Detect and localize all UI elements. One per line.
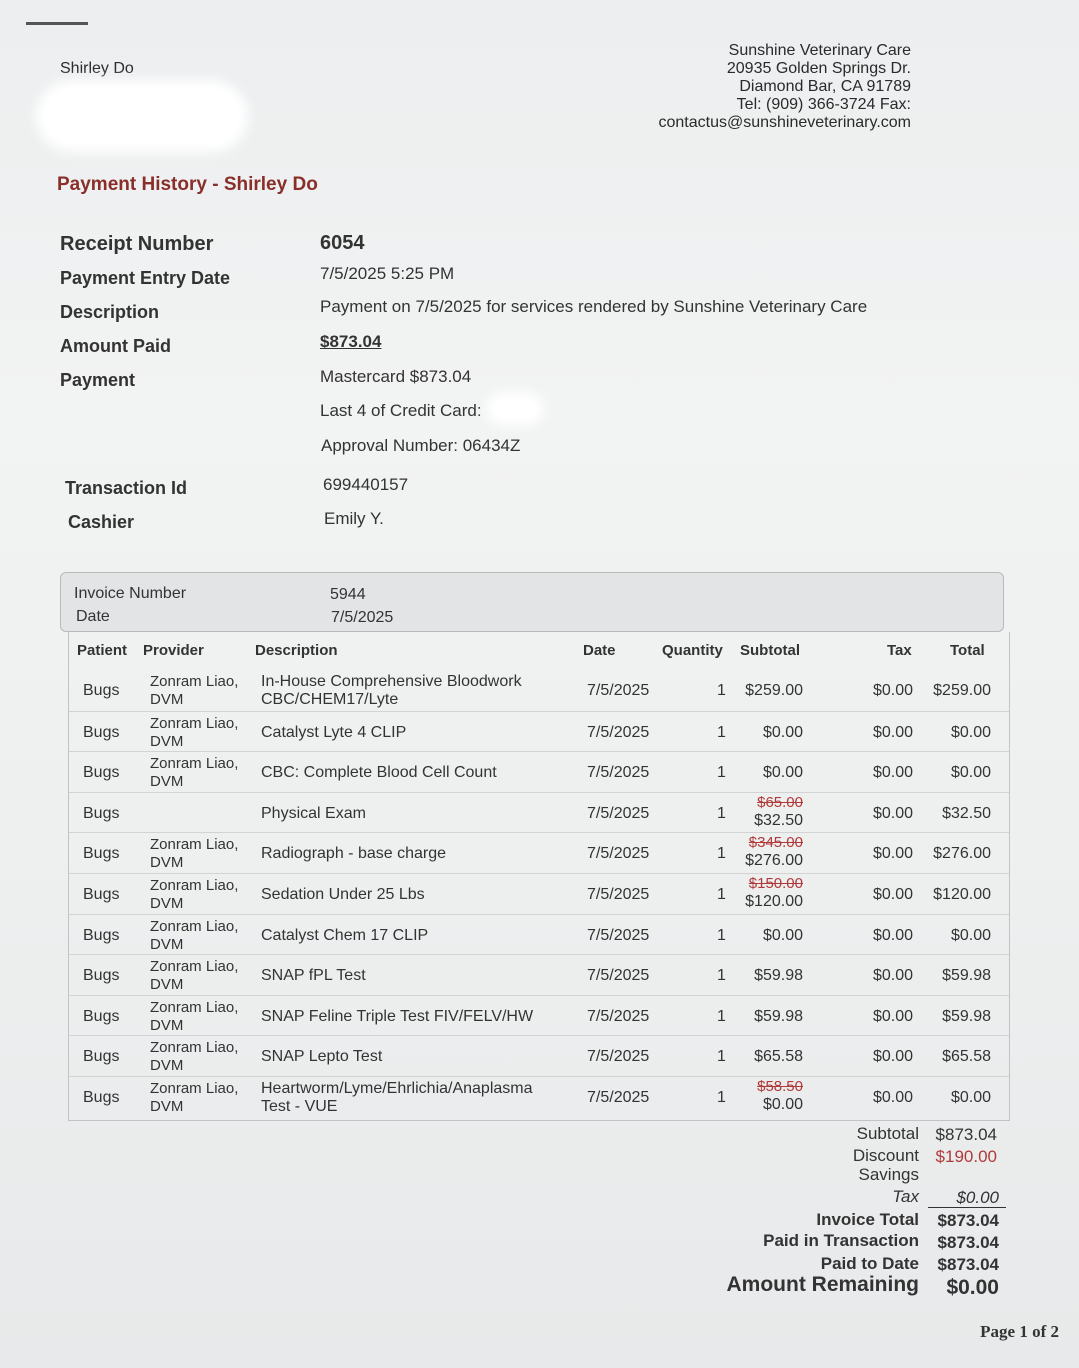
- cell-original-price: $345.00: [748, 834, 803, 852]
- table-row: [69, 995, 1009, 1036]
- invoice-number: 5944: [330, 586, 366, 603]
- table-row: [69, 873, 1009, 914]
- cell-provider: Zonram Liao, DVM: [150, 958, 239, 994]
- paid-in-transaction: $873.04: [937, 1233, 999, 1252]
- clinic-phone: Tel: (909) 366-3724 Fax:: [736, 96, 911, 113]
- cell-description: Physical Exam: [261, 804, 366, 822]
- cell-subtotal: $59.98: [754, 967, 803, 985]
- cell-total: $120.00: [933, 886, 991, 903]
- cell-tax: $0.00: [872, 682, 913, 699]
- cell-quantity: 1: [717, 723, 726, 741]
- cashier-name: Emily Y.: [324, 509, 384, 528]
- client-name: Shirley Do: [60, 60, 134, 77]
- summary-discount: $190.00: [935, 1147, 997, 1166]
- cell-provider: Zonram Liao, DVM: [150, 673, 239, 708]
- cell-tax: $0.00: [872, 1007, 913, 1025]
- col-subtotal: Subtotal: [740, 642, 800, 659]
- receipt-number-label: Receipt Number: [60, 233, 214, 255]
- col-description: Description: [255, 642, 338, 659]
- cell-tax: $0.00: [872, 1089, 913, 1106]
- cell-subtotal: $0.00: [762, 723, 803, 741]
- table-row: [69, 832, 1009, 873]
- cell-patient: Bugs: [83, 886, 120, 903]
- cell-subtotal: $120.00: [745, 893, 803, 910]
- receipt-number: 6054: [320, 232, 365, 254]
- clinic-city: Diamond Bar, CA 91789: [739, 78, 911, 95]
- cell-subtotal: $259.00: [745, 682, 803, 699]
- cell-quantity: 1: [717, 845, 726, 863]
- summary-divider: [928, 1207, 1006, 1208]
- cell-description: Radiograph - base charge: [261, 845, 447, 863]
- cell-tax: $0.00: [872, 764, 913, 782]
- paid-to-date: $873.04: [937, 1255, 999, 1274]
- cell-subtotal: $0.00: [762, 926, 803, 944]
- redacted-address: [44, 88, 240, 144]
- page-title: Payment History - Shirley Do: [57, 174, 318, 195]
- cell-patient: Bugs: [83, 1007, 120, 1025]
- col-total: Total: [950, 642, 985, 659]
- transaction-id-label: Transaction Id: [65, 478, 188, 498]
- cell-provider: Zonram Liao, DVM: [150, 755, 239, 791]
- transaction-id: 699440157: [323, 475, 409, 494]
- amount-paid-label: Amount Paid: [60, 336, 171, 356]
- table-row: [69, 1035, 1009, 1076]
- cell-provider: Zonram Liao, DVM: [150, 836, 239, 872]
- cell-quantity: 1: [717, 804, 726, 822]
- cell-tax: $0.00: [872, 1048, 913, 1066]
- clinic-address: 20935 Golden Springs Dr.: [726, 60, 911, 77]
- clinic-name: Sunshine Veterinary Care: [728, 42, 911, 59]
- cell-patient: Bugs: [83, 1048, 120, 1066]
- col-quantity: Quantity: [662, 642, 723, 659]
- cell-tax: $0.00: [872, 926, 913, 944]
- cell-patient: Bugs: [83, 764, 120, 782]
- table-row: [69, 954, 1009, 995]
- cell-quantity: 1: [717, 967, 726, 985]
- cell-date: 7/5/2025: [587, 1007, 650, 1025]
- cell-total: $0.00: [950, 1089, 991, 1106]
- clinic-header: [658, 42, 911, 132]
- cell-total: $0.00: [950, 764, 991, 782]
- payment-label: Payment: [60, 370, 136, 390]
- cell-quantity: 1: [717, 764, 726, 782]
- cell-total: $0.00: [950, 926, 991, 944]
- cell-provider: Zonram Liao, DVM: [150, 877, 239, 912]
- cell-description: SNAP Lepto Test: [261, 1048, 383, 1066]
- cell-patient: Bugs: [83, 1089, 120, 1106]
- col-date: Date: [583, 642, 616, 659]
- table-row: [69, 792, 1009, 833]
- cell-total: $59.98: [942, 967, 991, 985]
- cell-subtotal: $65.58: [754, 1048, 803, 1066]
- cell-tax: $0.00: [872, 967, 913, 985]
- cell-date: 7/5/2025: [587, 723, 650, 741]
- cell-date: 7/5/2025: [587, 1089, 650, 1106]
- cell-total: $32.50: [942, 804, 991, 822]
- approval-number: Approval Number: 06434Z: [321, 436, 521, 455]
- cell-tax: $0.00: [872, 723, 913, 741]
- cell-description: SNAP Feline Triple Test FIV/FELV/HW: [261, 1007, 534, 1025]
- cell-subtotal: $276.00: [745, 852, 803, 870]
- cell-tax: $0.00: [872, 845, 913, 863]
- cell-date: 7/5/2025: [587, 804, 650, 822]
- cell-total: $65.58: [942, 1048, 991, 1066]
- cell-patient: Bugs: [83, 967, 120, 985]
- col-provider: Provider: [143, 642, 204, 659]
- summary-subtotal-label: Subtotal: [856, 1124, 919, 1143]
- cell-provider: Zonram Liao, DVM: [150, 714, 239, 750]
- cell-patient: Bugs: [83, 804, 120, 822]
- summary-tax: $0.00: [956, 1188, 999, 1207]
- clinic-email: contactus@sunshineveterinary.com: [658, 114, 911, 131]
- cell-description: Catalyst Lyte 4 CLIP: [261, 723, 407, 741]
- cell-date: 7/5/2025: [587, 1048, 650, 1066]
- paid-in-transaction-label: Paid in Transaction: [763, 1231, 919, 1250]
- page-number: Page 1 of 2: [980, 1322, 1059, 1341]
- cell-tax: $0.00: [872, 804, 913, 822]
- cell-description: CBC: Complete Blood Cell Count: [261, 764, 497, 782]
- cell-date: 7/5/2025: [587, 886, 650, 903]
- cell-total: $259.00: [933, 682, 991, 699]
- cell-provider: Zonram Liao, DVM: [150, 998, 239, 1034]
- cell-description: In-House Comprehensive Bloodwork CBC/CHEM17/Lyte: [261, 673, 522, 708]
- paid-to-date-label: Paid to Date: [820, 1254, 919, 1273]
- col-tax: Tax: [887, 642, 912, 659]
- invoice-header-box: [60, 572, 1004, 632]
- cell-subtotal: $32.50: [754, 811, 803, 829]
- cell-provider: Zonram Liao, DVM: [150, 1080, 239, 1115]
- cell-date: 7/5/2025: [587, 926, 650, 944]
- col-patient: Patient: [77, 642, 128, 659]
- cell-total: $0.00: [950, 723, 991, 741]
- redacted-card-digits: [494, 400, 536, 418]
- invoice-total: $873.04: [937, 1211, 999, 1230]
- amount-remaining-label: Amount Remaining: [726, 1273, 919, 1296]
- invoice-date: 7/5/2025: [331, 609, 394, 626]
- cell-original-price: $150.00: [748, 875, 803, 892]
- cashier-label: Cashier: [68, 512, 135, 532]
- cell-provider: Zonram Liao, DVM: [150, 917, 239, 953]
- card-last4: Last 4 of Credit Card:: [320, 401, 482, 420]
- line-items-table: [68, 632, 1010, 1121]
- corner-mark: [26, 22, 88, 25]
- description-value: Payment on 7/5/2025 for services rendered by Sunshine Veterinary Care: [320, 297, 868, 316]
- cell-quantity: 1: [717, 1089, 726, 1106]
- cell-quantity: 1: [717, 682, 726, 699]
- description-label: Description: [60, 302, 160, 322]
- summary-discount-label: Discount: [852, 1146, 919, 1165]
- cell-description: SNAP fPL Test: [261, 967, 366, 985]
- table-row: [69, 751, 1009, 792]
- cell-subtotal: $59.98: [754, 1007, 803, 1025]
- entry-date: 7/5/2025 5:25 PM: [320, 264, 455, 283]
- cell-date: 7/5/2025: [587, 764, 650, 782]
- cell-original-price: $65.00: [757, 793, 803, 811]
- cell-quantity: 1: [717, 926, 726, 944]
- cell-tax: $0.00: [872, 886, 913, 903]
- cell-provider: Zonram Liao, DVM: [150, 1039, 239, 1075]
- amount-paid-value: $873.04: [320, 332, 382, 351]
- invoice-number-label: Invoice Number: [74, 585, 187, 602]
- cell-description: Sedation Under 25 Lbs: [261, 886, 425, 903]
- cell-subtotal: $0.00: [762, 1096, 803, 1113]
- summary-savings-label: Savings: [858, 1165, 919, 1184]
- payment-method: Mastercard $873.04: [320, 367, 472, 386]
- table-row: [69, 1076, 1009, 1117]
- invoice-total-label: Invoice Total: [816, 1210, 919, 1229]
- amount-remaining: $0.00: [946, 1276, 999, 1299]
- cell-original-price: $58.50: [757, 1078, 803, 1095]
- cell-description: Heartworm/Lyme/Ehrlichia/Anaplasma Test - VUE: [261, 1080, 533, 1115]
- cell-date: 7/5/2025: [587, 845, 650, 863]
- table-row: [69, 711, 1009, 752]
- cell-quantity: 1: [717, 1007, 726, 1025]
- cell-patient: Bugs: [83, 723, 120, 741]
- cell-quantity: 1: [717, 1048, 726, 1066]
- cell-patient: Bugs: [83, 926, 120, 944]
- table-row: [69, 914, 1009, 955]
- cell-date: 7/5/2025: [587, 682, 650, 699]
- cell-quantity: 1: [717, 886, 726, 903]
- cell-subtotal: $0.00: [762, 764, 803, 782]
- entry-date-label: Payment Entry Date: [60, 268, 231, 288]
- cell-date: 7/5/2025: [587, 967, 650, 985]
- cell-patient: Bugs: [83, 845, 120, 863]
- summary-subtotal: $873.04: [935, 1125, 997, 1144]
- table-row: [69, 670, 1009, 710]
- invoice-date-label: Date: [76, 608, 110, 625]
- cell-total: $276.00: [933, 845, 991, 863]
- cell-description: Catalyst Chem 17 CLIP: [261, 926, 429, 944]
- summary-tax-label: Tax: [892, 1187, 919, 1206]
- cell-patient: Bugs: [83, 682, 120, 699]
- cell-total: $59.98: [942, 1007, 991, 1025]
